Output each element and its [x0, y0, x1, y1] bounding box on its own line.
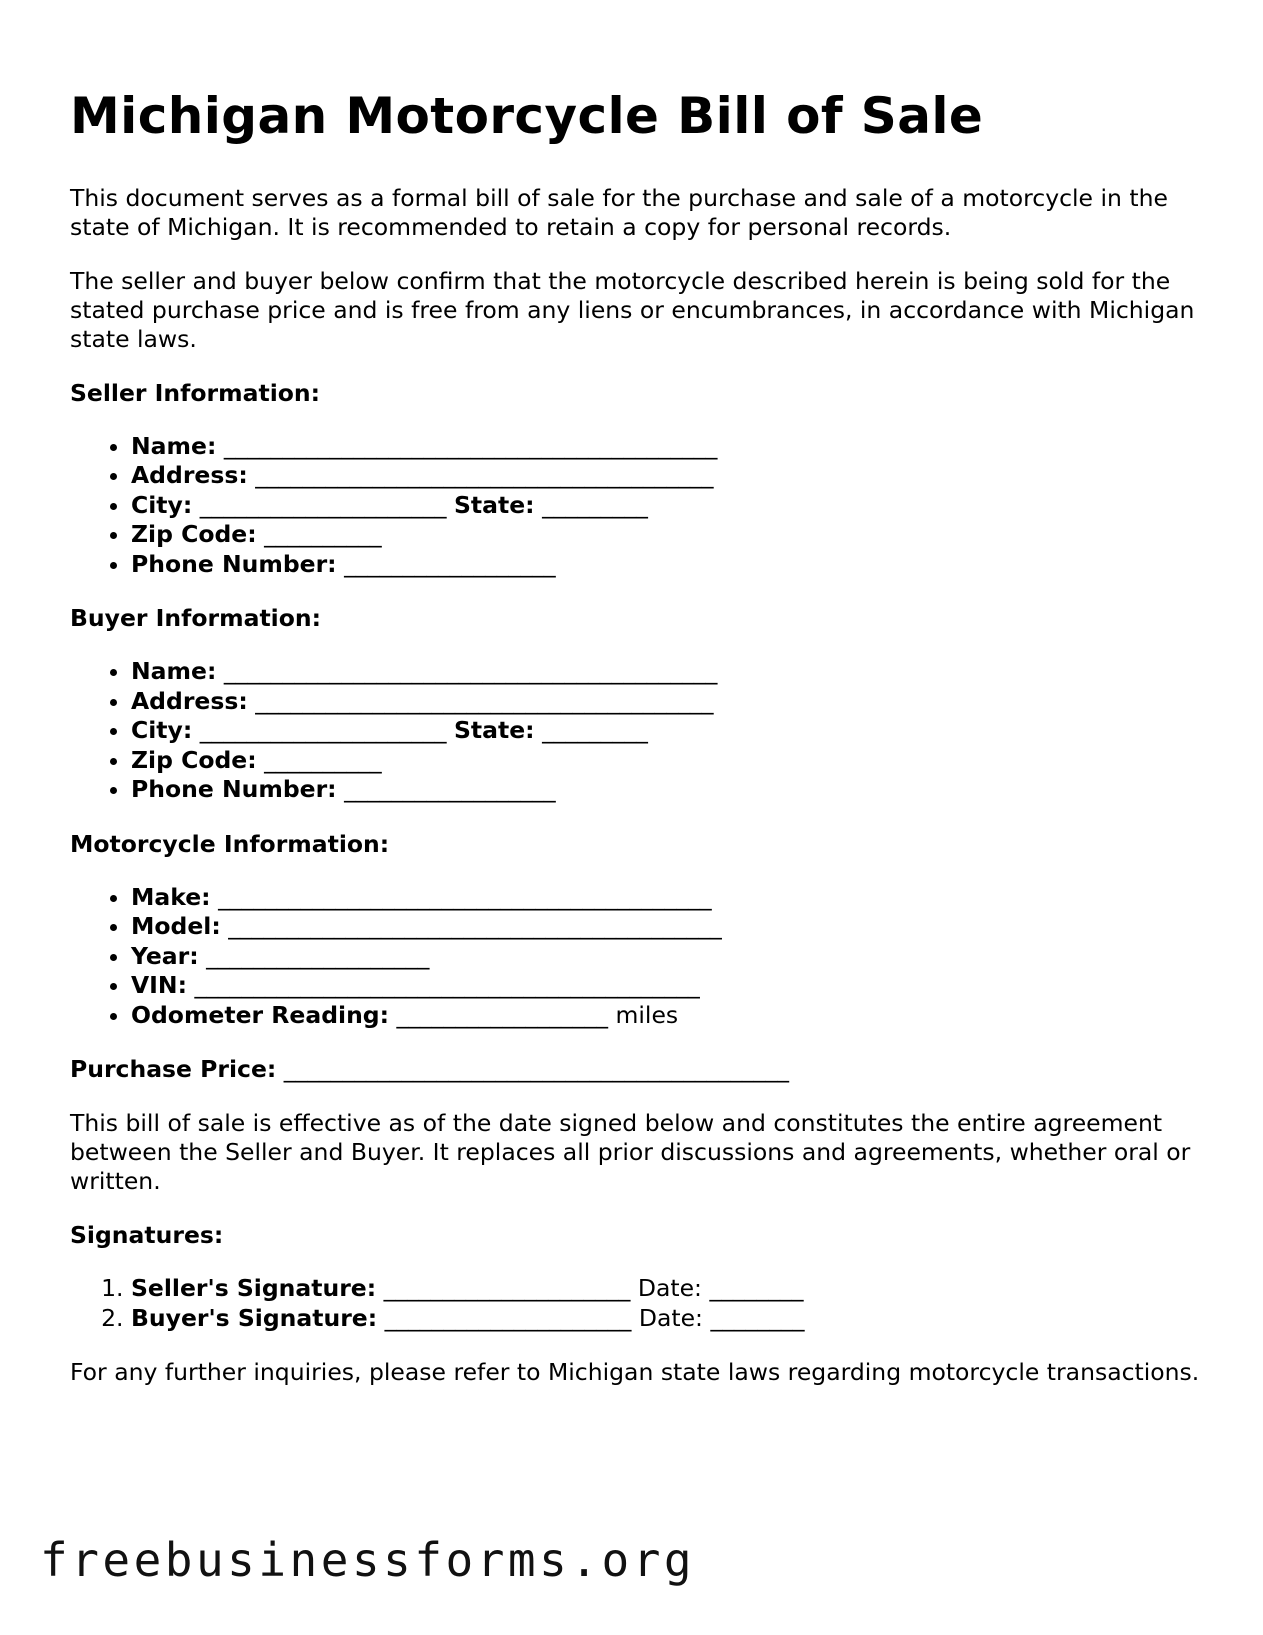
buyer-address-field [131, 687, 1200, 717]
purchase-price-blank[interactable]: ___________________________________________ [283, 1055, 790, 1083]
buyer-name-blank[interactable]: __________________________________________ [223, 657, 718, 685]
purchase-price-field [70, 1055, 1200, 1084]
intro-paragraph-2: The seller and buyer below confirm that the motorcycle described herein is being sold for the stated purchase price and is free from any liens or encumbrances, in accordance with Michigan state laws. [70, 266, 1195, 353]
buyer-address-label: Address: [131, 686, 248, 715]
buyer-phone-field [131, 775, 1200, 805]
seller-zip-blank[interactable]: __________ [264, 520, 382, 548]
signature-list [70, 1274, 1200, 1333]
intro-paragraph-1: This document serves as a formal bill of sale for the purchase and sale of a motorcycle in the state of Michigan. It is recommended to retain a copy for personal records. [70, 183, 1168, 241]
seller-state-blank[interactable]: _________ [542, 490, 648, 519]
buyer-zip-field [131, 746, 1200, 776]
motorcycle-year-label: Year: [131, 941, 199, 970]
seller-city-state-field [131, 491, 1200, 521]
motorcycle-make-blank[interactable]: __________________________________________ [218, 882, 712, 911]
motorcycle-odometer-field [131, 1001, 1200, 1031]
buyer-date-label: Date: [638, 1303, 703, 1332]
motorcycle-model-label: Model: [131, 912, 221, 940]
seller-city-label: City: [131, 490, 193, 519]
motorcycle-vin-field [131, 971, 1200, 1001]
buyer-date-blank[interactable]: ________ [710, 1303, 805, 1332]
seller-phone-label: Phone Number: [131, 549, 337, 578]
seller-signature-blank[interactable]: _____________________ [383, 1274, 631, 1302]
motorcycle-odometer-blank[interactable]: __________________ [396, 1000, 609, 1029]
seller-phone-field [131, 550, 1200, 580]
motorcycle-section-heading: Motorcycle Information: [70, 829, 390, 858]
buyer-phone-blank[interactable]: __________________ [344, 775, 556, 803]
seller-address-blank[interactable]: _______________________________________ [255, 461, 714, 489]
buyer-city-state-field [131, 716, 1200, 746]
seller-name-label: Name: [131, 431, 217, 460]
signatures-section-heading: Signatures: [70, 1221, 224, 1249]
buyer-city-label: City: [131, 716, 193, 744]
seller-signature-label: Seller's Signature: [131, 1274, 377, 1302]
seller-name-blank[interactable]: __________________________________________ [223, 431, 718, 460]
site-watermark: freebusinessforms.org [40, 1533, 696, 1587]
seller-address-label: Address: [131, 461, 248, 489]
motorcycle-vin-label: VIN: [131, 971, 187, 999]
purchase-price-label: Purchase Price: [70, 1055, 277, 1083]
buyer-signature-blank[interactable]: _____________________ [384, 1303, 632, 1332]
motorcycle-model-field [131, 912, 1200, 942]
seller-signature-row [131, 1274, 1200, 1304]
buyer-address-blank[interactable]: _______________________________________ [255, 686, 714, 715]
buyer-state-label: State: [453, 716, 535, 744]
motorcycle-vin-blank[interactable]: ___________________________________________ [194, 971, 700, 999]
motorcycle-make-label: Make: [131, 882, 211, 911]
buyer-signature-label: Buyer's Signature: [131, 1303, 378, 1332]
seller-zip-field [131, 520, 1200, 550]
buyer-city-blank[interactable]: _____________________ [199, 716, 447, 744]
seller-field-list [70, 432, 1200, 580]
buyer-phone-label: Phone Number: [131, 775, 337, 803]
motorcycle-year-field [131, 942, 1200, 972]
document-page [70, 88, 1200, 1412]
seller-address-field [131, 461, 1200, 491]
seller-name-field [131, 432, 1200, 462]
motorcycle-year-blank[interactable]: ___________________ [206, 941, 430, 970]
buyer-section-heading: Buyer Information: [70, 604, 322, 632]
seller-date-blank[interactable]: ________ [709, 1274, 804, 1302]
seller-state-label: State: [453, 490, 535, 519]
motorcycle-make-field [131, 883, 1200, 913]
buyer-name-label: Name: [131, 657, 217, 685]
buyer-state-blank[interactable]: _________ [542, 716, 648, 744]
seller-date-label: Date: [637, 1274, 702, 1302]
motorcycle-odometer-label: Odometer Reading: [131, 1000, 390, 1029]
seller-city-blank[interactable]: _____________________ [199, 490, 447, 519]
buyer-field-list [70, 657, 1200, 805]
seller-phone-blank[interactable]: __________________ [344, 549, 556, 578]
motorcycle-field-list [70, 883, 1200, 1031]
buyer-signature-row [131, 1304, 1200, 1334]
closing-paragraph: For any further inquiries, please refer to Michigan state laws regarding motorcycle transactions. [70, 1358, 1200, 1386]
buyer-name-field [131, 657, 1200, 687]
buyer-zip-blank[interactable]: __________ [264, 745, 382, 774]
motorcycle-odometer-unit: miles [615, 1000, 679, 1029]
buyer-zip-label: Zip Code: [131, 745, 257, 774]
motorcycle-model-blank[interactable]: __________________________________________ [228, 912, 722, 940]
seller-section-heading: Seller Information: [70, 378, 321, 407]
seller-zip-label: Zip Code: [131, 520, 257, 548]
agreement-paragraph: This bill of sale is effective as of the date signed below and constitutes the entire agreement between the Seller and Buyer. It replaces all prior discussions and agreements, whether oral or written. [70, 1109, 1191, 1195]
document-title: Michigan Motorcycle Bill of Sale [70, 87, 984, 145]
